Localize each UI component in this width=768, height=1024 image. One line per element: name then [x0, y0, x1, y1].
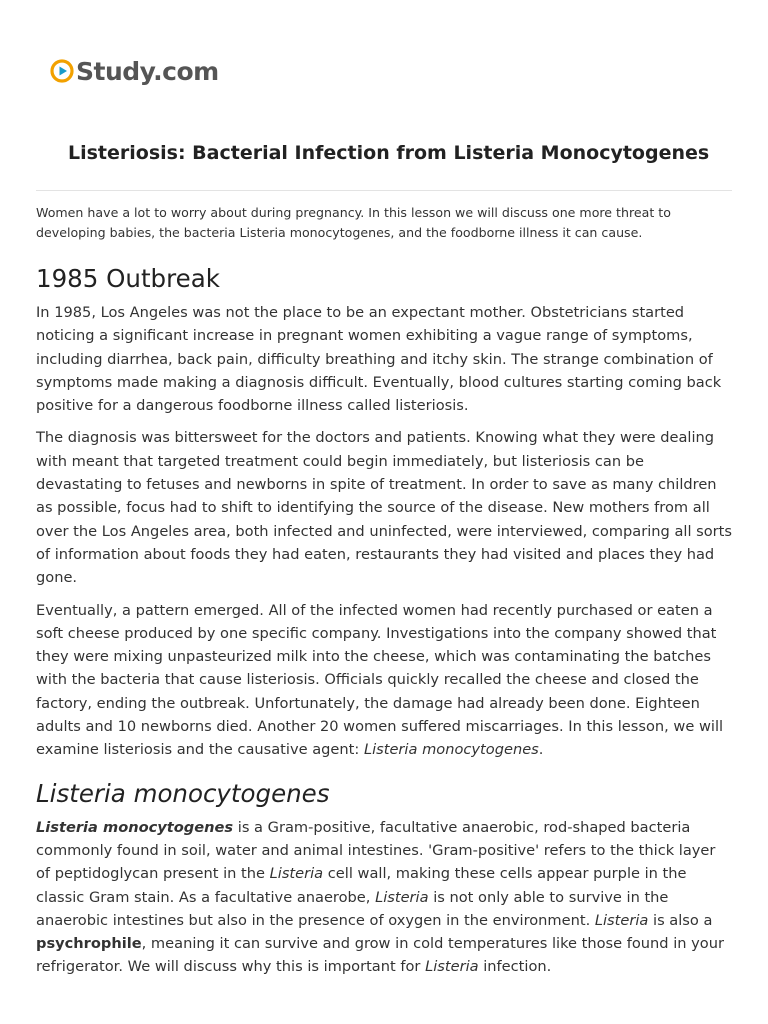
species-name: Listeria monocytogenes — [36, 818, 234, 836]
play-circle-icon — [50, 59, 74, 83]
paragraph-text: , meaning it can survive and grow in cold temperatures like those found in your refrigerator. We will discuss why this is important for — [36, 935, 724, 976]
paragraph-text: is a Gram-positive, facultative anaerobic, rod-shaped bacteria commonly found in soil, water and animal intestines. 'Gram-positive' refers to the thick layer of peptidoglycan present in the — [36, 818, 716, 883]
section-heading-listeria: Listeria monocytogenes — [36, 778, 330, 808]
paragraph-text: cell wall, making these cells appear purple in the classic Gram stain. As a facultative anaerobe, — [36, 865, 687, 906]
paragraph-text: is also a — [648, 911, 713, 929]
genus-name: Listeria — [375, 888, 429, 906]
paragraph-text: infection. — [478, 958, 552, 976]
genus-name: Listeria — [594, 911, 649, 929]
paragraph-text: is not only able to survive in the anaerobic intestines but also in the presence of oxygen in the environment. — [36, 888, 669, 929]
paragraph: In 1985, Los Angeles was not the place to be an expectant mother. Obstetricians started noticing a significant increase in pregnant women exhibiting a vague range of symptoms, including diarrhea, back pain, difficulty breathing and itchy skin. The strange combination of symptoms made making a diagnosis difficult. Eventually, blood cultures starting coming back positive for a dangerous foodborne illness called listeriosis. — [36, 304, 722, 415]
genus-name: Listeria — [269, 865, 324, 883]
species-name: Listeria monocytogenes — [363, 741, 539, 759]
lesson-summary: Women have a lot to worry about during pregnancy. In this lesson we will discuss one more threat to developing babies, the bacteria Listeria monocytogenes, and the foodborne illness it can cause. — [36, 205, 671, 240]
page-title: Listeriosis: Bacterial Infection from Listeria Monocytogenes — [68, 142, 710, 164]
paragraph-text: Eventually, a pattern emerged. All of the infected women had recently purchased or eaten a soft cheese produced by one specific company. Investigations into the company showed that they were mixing unpasteurized milk into the cheese, which was contaminating the batches with the bacteria that cause listeriosis. Officials quickly recalled the cheese and closed the factory, ending the outbreak. Unfortunately, the damage had already been done. Eighteen adults and 10 newborns died. Another 20 women suffered miscarriages. In this lesson, we will examine listeriosis and the causative agent: — [36, 601, 724, 759]
paragraph — [36, 599, 734, 762]
paragraph — [36, 816, 734, 979]
logo-text: Study.com — [76, 56, 219, 86]
genus-name: Listeria — [425, 958, 479, 976]
paragraph: The diagnosis was bittersweet for the doctors and patients. Knowing what they were dealing with meant that targeted treatment could begin immediately, but listeriosis can be devastating to fetuses and newborns in spite of treatment. In order to save as many children as possible, focus had to shift to identifying the source of the disease. New mothers from all over the Los Angeles area, both infected and uninfected, were interviewed, comparing all sorts of information about foods they had eaten, restaurants they had visited and places they had gone. — [36, 429, 732, 587]
section-heading-outbreak: 1985 Outbreak — [36, 264, 220, 293]
study-com-logo[interactable] — [50, 55, 219, 87]
paragraph-end: . — [538, 741, 544, 759]
key-term: psychrophile — [36, 935, 142, 953]
divider — [36, 190, 732, 191]
article-body — [36, 203, 734, 988]
